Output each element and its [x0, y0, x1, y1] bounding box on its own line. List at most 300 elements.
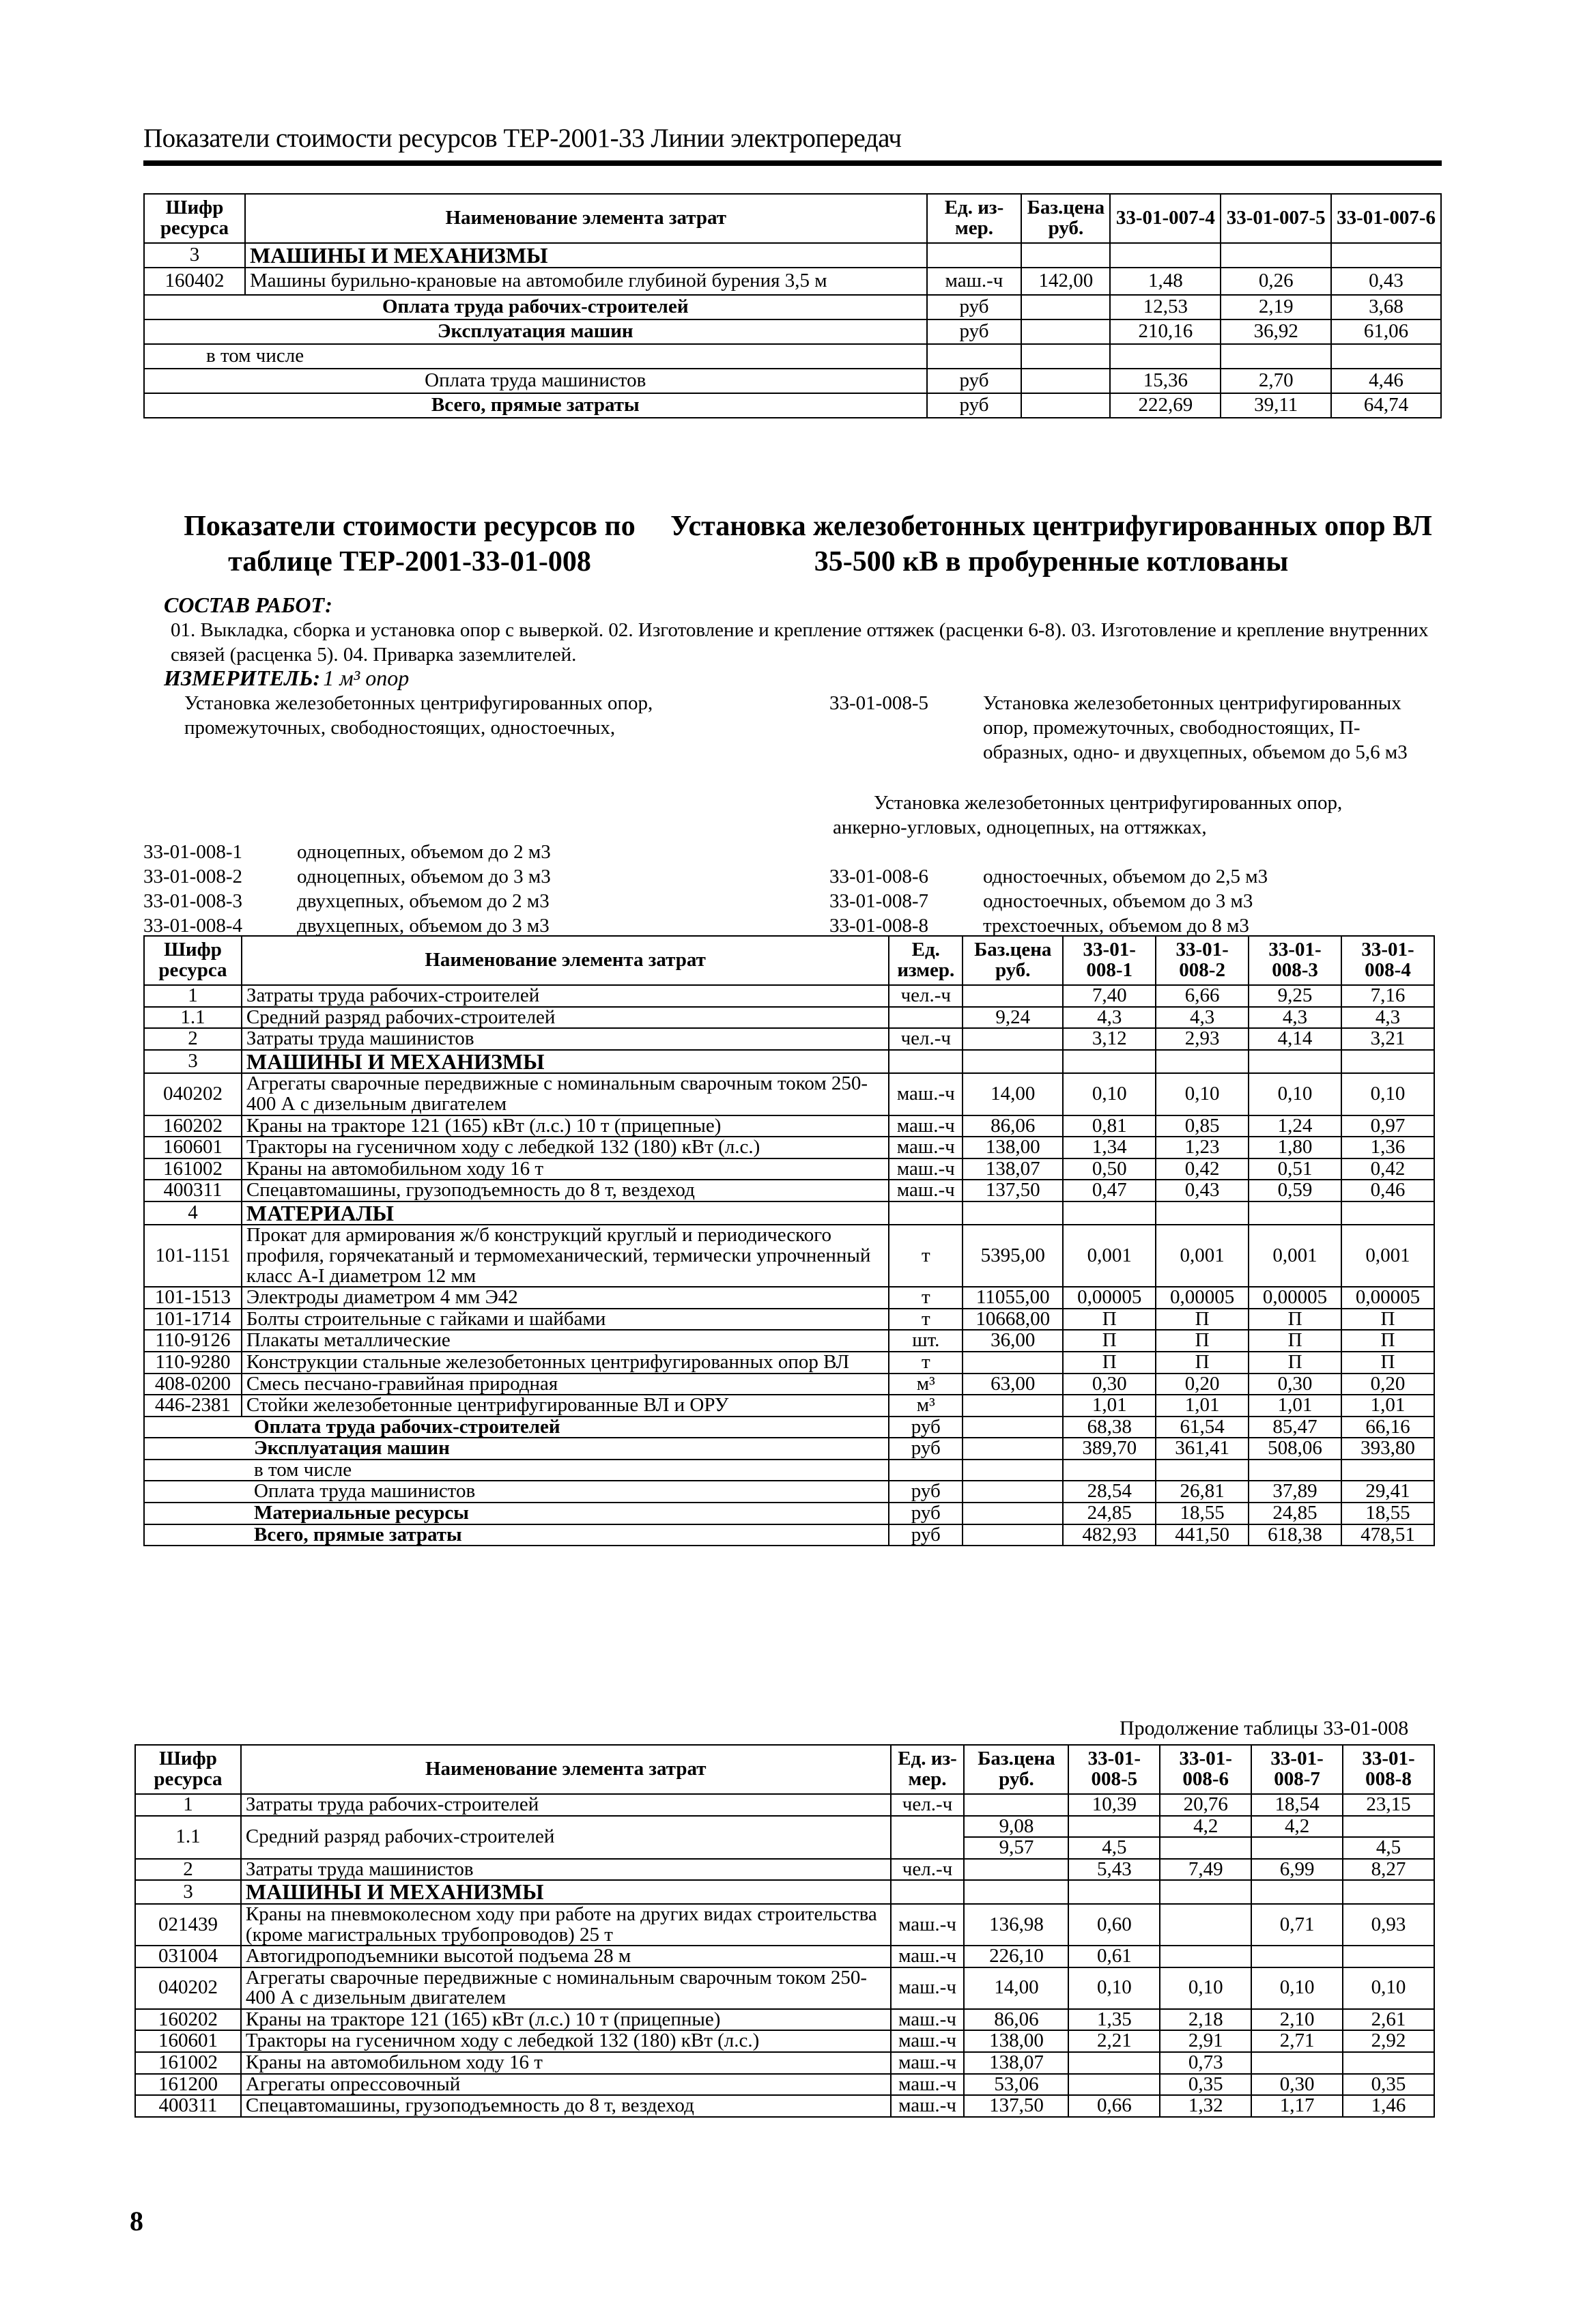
cell-code: 160601 [144, 1137, 242, 1158]
header-rule [143, 160, 1442, 166]
cell-value: 85,47 [1249, 1417, 1341, 1438]
cell-value: 0,43 [1331, 268, 1441, 295]
right-intro-2-line1: Установка железобетонных центрифугированных опор, [874, 792, 1343, 814]
cell-value [1341, 1201, 1434, 1225]
cell-name: Средний разряд рабочих-строителей [241, 1816, 891, 1859]
cell-value: 0,35 [1160, 2074, 1251, 2096]
col-header-price: Баз.цена руб. [1021, 194, 1110, 243]
item-code: 33-01-008-4 [143, 915, 242, 937]
table-row [135, 2074, 1434, 2096]
table-row [144, 1158, 1434, 1180]
col-header-007-4: 33-01-007-4 [1110, 194, 1221, 243]
cell-value [1249, 1050, 1341, 1074]
cell-name: МАШИНЫ И МЕХАНИЗМЫ [241, 1880, 891, 1904]
cell-price [964, 1880, 1068, 1904]
cell-value: 2,61 [1343, 2009, 1434, 2031]
cell-value: 0,85 [1156, 1115, 1249, 1137]
cell-name: Затраты труда машинистов [241, 1859, 891, 1881]
cell-unit: м³ [889, 1374, 963, 1395]
cell-name: Краны на автомобильном ходу 16 т [242, 1158, 889, 1180]
cell-value: 1,35 [1068, 2009, 1160, 2031]
cell-name: Спецавтомашины, грузоподъемность до 8 т, вездеход [242, 1180, 889, 1201]
cell-code: 021439 [135, 1904, 241, 1946]
cell-value: 0,93 [1343, 1904, 1434, 1946]
cell-value: 618,38 [1249, 1524, 1341, 1546]
cell-unit: чел.-ч [889, 1028, 963, 1050]
cell-code: 160402 [144, 268, 245, 295]
table-row [144, 1503, 1434, 1524]
cell-value: 478,51 [1341, 1524, 1434, 1546]
meter-line [164, 666, 409, 691]
cell-name: в том числе [144, 1460, 889, 1481]
cell-value [1063, 1201, 1156, 1225]
cell-value: 4,14 [1249, 1028, 1341, 1050]
cell-price: 137,50 [964, 2095, 1068, 2117]
table-row [135, 2009, 1434, 2031]
cell-value: 1,46 [1343, 2095, 1434, 2117]
cell-value: П [1341, 1330, 1434, 1352]
cell-price [963, 1028, 1063, 1050]
item-code: 33-01-008-8 [829, 915, 928, 937]
meter-label: ИЗМЕРИТЕЛЬ: [164, 666, 321, 690]
cell-unit: маш.-ч [889, 1158, 963, 1180]
item-text: одноцепных, объемом до 2 м3 [297, 841, 551, 863]
item-5-code: 33-01-008-5 [829, 692, 928, 714]
cell-value: 20,76 [1160, 1794, 1251, 1816]
cell-price: 5395,00 [963, 1225, 1063, 1287]
cell-name: Прокат для армирования ж/б конструкций круглый и периодического профиля, горячекатаный и термомеханический, термически упрочненный класс А-I диаметром 12 мм [242, 1225, 889, 1287]
cell-price: 138,00 [964, 2030, 1068, 2052]
table-33-01-008-1-4 [143, 935, 1435, 1546]
table-row [144, 295, 1441, 319]
cell-value: 7,16 [1341, 985, 1434, 1007]
right-intro-2 [833, 791, 1440, 840]
cell-name: Материальные ресурсы [144, 1503, 889, 1524]
cell-value: 29,41 [1341, 1481, 1434, 1503]
table-body [135, 1794, 1434, 2117]
col-header-008-8: 33-01-008-8 [1343, 1745, 1434, 1794]
col-header-name: Наименование элемента затрат [245, 194, 927, 243]
item-text: трехстоечных, объемом до 8 м3 [983, 915, 1249, 937]
cell-value: П [1156, 1309, 1249, 1331]
cell-unit: маш.-ч [889, 1137, 963, 1158]
cell-value: 0,001 [1341, 1225, 1434, 1287]
cell-value: 0,42 [1341, 1158, 1434, 1180]
table-row [144, 243, 1441, 268]
cell-unit: м³ [889, 1395, 963, 1417]
col-header-008-6: 33-01-008-6 [1160, 1745, 1251, 1794]
cell-value: 0,46 [1341, 1180, 1434, 1201]
cell-value [1068, 1816, 1160, 1838]
cell-price [1021, 393, 1110, 418]
cell-name: Оплата труда машинистов [144, 369, 927, 393]
cell-value: 0,10 [1068, 1967, 1160, 2009]
continuation-note: Продолжение таблицы 33-01-008 [1120, 1717, 1409, 1739]
cell-value [1249, 1201, 1341, 1225]
cell-value: 1,23 [1156, 1137, 1249, 1158]
cell-price [963, 1460, 1063, 1481]
cell-unit: маш.-ч [891, 2052, 965, 2074]
cell-code: 2 [135, 1859, 241, 1881]
cell-price [1021, 243, 1110, 268]
cell-value: 7,49 [1160, 1859, 1251, 1881]
cell-value: 23,15 [1343, 1794, 1434, 1816]
cell-code: 161002 [135, 2052, 241, 2074]
cell-value [1331, 243, 1441, 268]
table-33-01-007 [143, 193, 1442, 418]
cell-value [1343, 1816, 1434, 1838]
col-header-unit: Ед. из-мер. [927, 194, 1022, 243]
cell-unit: т [889, 1287, 963, 1309]
cell-code: 4 [144, 1201, 242, 1225]
cell-unit [889, 1007, 963, 1029]
cell-price [963, 1481, 1063, 1503]
table-row [144, 1352, 1434, 1374]
cell-value: 2,19 [1221, 295, 1331, 319]
cell-value [1251, 1946, 1343, 1967]
section-title-left: Показатели стоимости ресурсов по таблице ТЕР-2001-33-01-008 [184, 511, 636, 578]
cell-value: 7,40 [1063, 985, 1156, 1007]
cell-name: в том числе [144, 344, 927, 369]
cell-value: 0,51 [1249, 1158, 1341, 1180]
cell-value: 6,99 [1251, 1859, 1343, 1881]
cell-value [1251, 1837, 1343, 1859]
cell-value: 0,00005 [1156, 1287, 1249, 1309]
cell-code: 101-1513 [144, 1287, 242, 1309]
cell-value [1160, 1946, 1251, 1967]
cell-value: 0,20 [1341, 1374, 1434, 1395]
cell-price: 53,06 [964, 2074, 1068, 2096]
cell-price [1021, 295, 1110, 319]
cell-value: 0,59 [1249, 1180, 1341, 1201]
cell-value: 0,001 [1249, 1225, 1341, 1287]
cell-value [1160, 1837, 1251, 1859]
cell-value: П [1156, 1352, 1249, 1374]
cell-name: МАШИНЫ И МЕХАНИЗМЫ [245, 243, 927, 268]
item-code: 33-01-008-3 [143, 890, 242, 912]
cell-unit: маш.-ч [891, 2095, 965, 2117]
cell-unit [889, 1050, 963, 1074]
section-title-right: Установка железобетонных центрифугированных опор ВЛ 35-500 кВ в пробуренные котлованы [670, 511, 1432, 578]
cell-code: 160601 [135, 2030, 241, 2052]
table-row [144, 1073, 1434, 1115]
cell-name: Болты строительные с гайками и шайбами [242, 1309, 889, 1331]
cell-value: 6,66 [1156, 985, 1249, 1007]
cell-value: 0,10 [1343, 1967, 1434, 2009]
cell-value: 2,91 [1160, 2030, 1251, 2052]
cell-value: 24,85 [1249, 1503, 1341, 1524]
table-row [144, 1417, 1434, 1438]
cell-value: 0,42 [1156, 1158, 1249, 1180]
table-row [144, 1201, 1434, 1225]
cell-value: П [1341, 1309, 1434, 1331]
cell-unit [889, 1201, 963, 1225]
cell-unit: руб [927, 295, 1022, 319]
cell-code: 101-1714 [144, 1309, 242, 1331]
cell-value [1068, 1880, 1160, 1904]
cell-unit: маш.-ч [889, 1073, 963, 1115]
cell-price [963, 1524, 1063, 1546]
cell-code: 1 [135, 1794, 241, 1816]
cell-code: 1.1 [144, 1007, 242, 1029]
cell-name: Тракторы на гусеничном ходу с лебедкой 132 (180) кВт (л.с.) [241, 2030, 891, 2052]
table-row [144, 1524, 1434, 1546]
cell-unit: т [889, 1352, 963, 1374]
cell-value: 68,38 [1063, 1417, 1156, 1438]
col-header-008-3: 33-01-008-3 [1249, 936, 1341, 985]
cell-value: 10,39 [1068, 1794, 1160, 1816]
cell-value [1343, 1880, 1434, 1904]
cell-value: 222,69 [1110, 393, 1221, 418]
cell-value: 0,50 [1063, 1158, 1156, 1180]
cell-value: 1,34 [1063, 1137, 1156, 1158]
cell-code: 1 [144, 985, 242, 1007]
cell-unit: т [889, 1225, 963, 1287]
col-header-name: Наименование элемента затрат [242, 936, 889, 985]
col-header-price: Баз.цена руб. [964, 1745, 1068, 1794]
item-text: одностоечных, объемом до 2,5 м3 [983, 866, 1268, 887]
cell-name: Затраты труда машинистов [242, 1028, 889, 1050]
cell-name: Оплата труда машинистов [144, 1481, 889, 1503]
cell-name: Агрегаты сварочные передвижные с номинальным сварочным током 250-400 А с дизельным двигателем [241, 1967, 891, 2009]
list-item [143, 913, 551, 938]
cell-unit [927, 344, 1022, 369]
table-row [144, 1481, 1434, 1503]
cell-unit [927, 243, 1022, 268]
cell-unit: маш.-ч [927, 268, 1022, 295]
cell-value: 482,93 [1063, 1524, 1156, 1546]
cell-name: Затраты труда рабочих-строителей [241, 1794, 891, 1816]
cell-value: 4,46 [1331, 369, 1441, 393]
cell-value [1341, 1460, 1434, 1481]
cell-code: 400311 [144, 1180, 242, 1201]
table-row [144, 1374, 1434, 1395]
cell-code: 400311 [135, 2095, 241, 2117]
cell-price: 9,57 [964, 1837, 1068, 1859]
cell-value: 1,01 [1063, 1395, 1156, 1417]
cell-code: 1.1 [135, 1816, 241, 1859]
cell-value [1156, 1460, 1249, 1481]
cell-value: 66,16 [1341, 1417, 1434, 1438]
cell-unit: маш.-ч [891, 1904, 965, 1946]
cell-value [1251, 1880, 1343, 1904]
cell-value: 441,50 [1156, 1524, 1249, 1546]
cell-value: 0,43 [1156, 1180, 1249, 1201]
cell-value: 64,74 [1331, 393, 1441, 418]
col-header-008-5: 33-01-008-5 [1068, 1745, 1160, 1794]
cell-name: Машины бурильно-крановые на автомобиле глубиной бурения 3,5 м [245, 268, 927, 295]
cell-name: Всего, прямые затраты [144, 1524, 889, 1546]
cell-price [963, 985, 1063, 1007]
cell-value: 1,48 [1110, 268, 1221, 295]
cell-value [1160, 1904, 1251, 1946]
cell-name: Краны на автомобильном ходу 16 т [241, 2052, 891, 2074]
cell-value: 2,92 [1343, 2030, 1434, 2052]
cell-value: 0,47 [1063, 1180, 1156, 1201]
cell-price [1021, 319, 1110, 344]
cell-value: П [1249, 1309, 1341, 1331]
cell-code: 040202 [135, 1967, 241, 2009]
cell-unit [891, 1816, 965, 1859]
cell-unit: маш.-ч [891, 2009, 965, 2031]
cell-unit: руб [927, 369, 1022, 393]
cell-value: 0,30 [1251, 2074, 1343, 2096]
cell-code: 160202 [135, 2009, 241, 2031]
cell-value: 4,3 [1249, 1007, 1341, 1029]
cell-unit: чел.-ч [891, 1859, 965, 1881]
cell-unit [889, 1460, 963, 1481]
cell-price [963, 1050, 1063, 1074]
cell-code: 3 [135, 1880, 241, 1904]
cell-price: 137,50 [963, 1180, 1063, 1201]
col-header-007-6: 33-01-007-6 [1331, 194, 1441, 243]
table-row [144, 268, 1441, 295]
cell-value: 2,71 [1251, 2030, 1343, 2052]
cell-value: 1,17 [1251, 2095, 1343, 2117]
cell-unit: чел.-ч [889, 985, 963, 1007]
cell-price: 142,00 [1021, 268, 1110, 295]
cell-code: 161002 [144, 1158, 242, 1180]
table-row [144, 1115, 1434, 1137]
col-header-008-2: 33-01-008-2 [1156, 936, 1249, 985]
cell-value: 1,01 [1341, 1395, 1434, 1417]
cell-price: 9,24 [963, 1007, 1063, 1029]
cell-name: Краны на пневмоколесном ходу при работе на других видах строительства (кроме магистральных трубопроводов) 25 т [241, 1904, 891, 1946]
cell-value [1110, 243, 1221, 268]
col-header-code: Шифр ресурса [135, 1745, 241, 1794]
cell-value: 1,24 [1249, 1115, 1341, 1137]
cell-value: 3,12 [1063, 1028, 1156, 1050]
cell-value: 18,55 [1156, 1503, 1249, 1524]
cell-value: П [1341, 1352, 1434, 1374]
col-header-unit: Ед. из-мер. [891, 1745, 965, 1794]
cell-name: Оплата труда рабочих-строителей [144, 1417, 889, 1438]
cell-unit: руб [889, 1503, 963, 1524]
cell-price: 11055,00 [963, 1287, 1063, 1309]
cell-value [1249, 1460, 1341, 1481]
cell-value: 0,61 [1068, 1946, 1160, 1967]
cell-code: 408-0200 [144, 1374, 242, 1395]
work-composition-text: 01. Выкладка, сборка и установка опор с выверкой. 02. Изготовление и крепление оттяжек (расценки 6-8). 03. Изготовление и крепление внутренних связей (расценка 5). 04. Приварка заземлителей. [171, 619, 1429, 666]
table-row [144, 319, 1441, 344]
cell-unit [891, 1880, 965, 1904]
cell-name: Средний разряд рабочих-строителей [242, 1007, 889, 1029]
cell-value: 61,06 [1331, 319, 1441, 344]
cell-value [1068, 2052, 1160, 2074]
cell-value: 361,41 [1156, 1438, 1249, 1460]
cell-code: 110-9280 [144, 1352, 242, 1374]
item-code: 33-01-008-1 [143, 841, 242, 863]
cell-value: 12,53 [1110, 295, 1221, 319]
cell-price: 138,07 [963, 1158, 1063, 1180]
cell-value [1343, 2052, 1434, 2074]
cell-value [1156, 1201, 1249, 1225]
col-header-008-7: 33-01-008-7 [1251, 1745, 1343, 1794]
table-row [135, 2095, 1434, 2117]
cell-value: 4,3 [1341, 1007, 1434, 1029]
cell-price: 136,98 [964, 1904, 1068, 1946]
col-header-008-4: 33-01-008-4 [1341, 936, 1434, 985]
cell-unit: маш.-ч [891, 2074, 965, 2096]
cell-value: 0,71 [1251, 1904, 1343, 1946]
table-row [144, 1050, 1434, 1074]
table-row [144, 1007, 1434, 1029]
cell-price [964, 1859, 1068, 1881]
cell-value: 4,2 [1160, 1816, 1251, 1838]
cell-value: 2,10 [1251, 2009, 1343, 2031]
cell-unit: руб [889, 1481, 963, 1503]
cell-price: 86,06 [964, 2009, 1068, 2031]
meter-value: 1 м³ опор [323, 666, 410, 690]
cell-value: 3,68 [1331, 295, 1441, 319]
cell-value [1156, 1050, 1249, 1074]
left-intro: Установка железобетонных центрифугированных опор, промежуточных, свободностоящих, одностоечных, [184, 692, 653, 739]
cell-value: 4,5 [1068, 1837, 1160, 1859]
cell-value: 28,54 [1063, 1481, 1156, 1503]
table-row [144, 344, 1441, 369]
cell-code: 161200 [135, 2074, 241, 2096]
cell-value [1160, 1880, 1251, 1904]
table-row [144, 1395, 1434, 1417]
cell-unit: руб [889, 1524, 963, 1546]
page-header: Показатели стоимости ресурсов ТЕР-2001-33 Линии электропередач [143, 124, 902, 153]
cell-value: 0,60 [1068, 1904, 1160, 1946]
table-row [144, 985, 1434, 1007]
table-row [135, 1967, 1434, 2009]
table-row [144, 1225, 1434, 1287]
item-code: 33-01-008-6 [829, 866, 928, 887]
table-row [144, 369, 1441, 393]
cell-name: Спецавтомашины, грузоподъемность до 8 т, вездеход [241, 2095, 891, 2117]
cell-unit: т [889, 1309, 963, 1331]
cell-name: Агрегаты опрессовочный [241, 2074, 891, 2096]
cell-value: 36,92 [1221, 319, 1331, 344]
cell-name: Тракторы на гусеничном ходу с лебедкой 132 (180) кВт (л.с.) [242, 1137, 889, 1158]
cell-value: 1,32 [1160, 2095, 1251, 2117]
cell-value: 4,2 [1251, 1816, 1343, 1838]
cell-price [963, 1438, 1063, 1460]
table-row [135, 1859, 1434, 1881]
list-item [829, 889, 1268, 913]
cell-code: 160202 [144, 1115, 242, 1137]
table-row [135, 1880, 1434, 1904]
cell-price [963, 1352, 1063, 1374]
cell-value: 2,93 [1156, 1028, 1249, 1050]
col-header-name: Наименование элемента затрат [241, 1745, 891, 1794]
cell-value: 1,36 [1341, 1137, 1434, 1158]
cell-price: 14,00 [964, 1967, 1068, 2009]
left-items [143, 840, 551, 938]
item-5-text: Установка железобетонных центрифугированных опор, промежуточных, свободностоящих, П-образных, одно- и двухцепных, объемом до 5,6 м3 [983, 692, 1408, 763]
cell-value: 2,70 [1221, 369, 1331, 393]
cell-unit: шт. [889, 1330, 963, 1352]
cell-name: Краны на тракторе 121 (165) кВт (л.с.) 10 т (прицепные) [242, 1115, 889, 1137]
cell-code: 3 [144, 243, 245, 268]
table-row [135, 1794, 1434, 1816]
cell-code: 446-2381 [144, 1395, 242, 1417]
table-row [135, 2030, 1434, 2052]
cell-value: 18,55 [1341, 1503, 1434, 1524]
cell-value [1068, 2074, 1160, 2096]
page-number: 8 [130, 2206, 143, 2236]
cell-value: П [1063, 1352, 1156, 1374]
cell-value [1343, 1946, 1434, 1967]
list-item [143, 840, 551, 864]
cell-name: Конструкции стальные железобетонных центрифугированных опор ВЛ [242, 1352, 889, 1374]
cell-value: П [1249, 1330, 1341, 1352]
item-text: двухцепных, объемом до 2 м3 [297, 890, 550, 912]
cell-price: 9,08 [964, 1816, 1068, 1838]
